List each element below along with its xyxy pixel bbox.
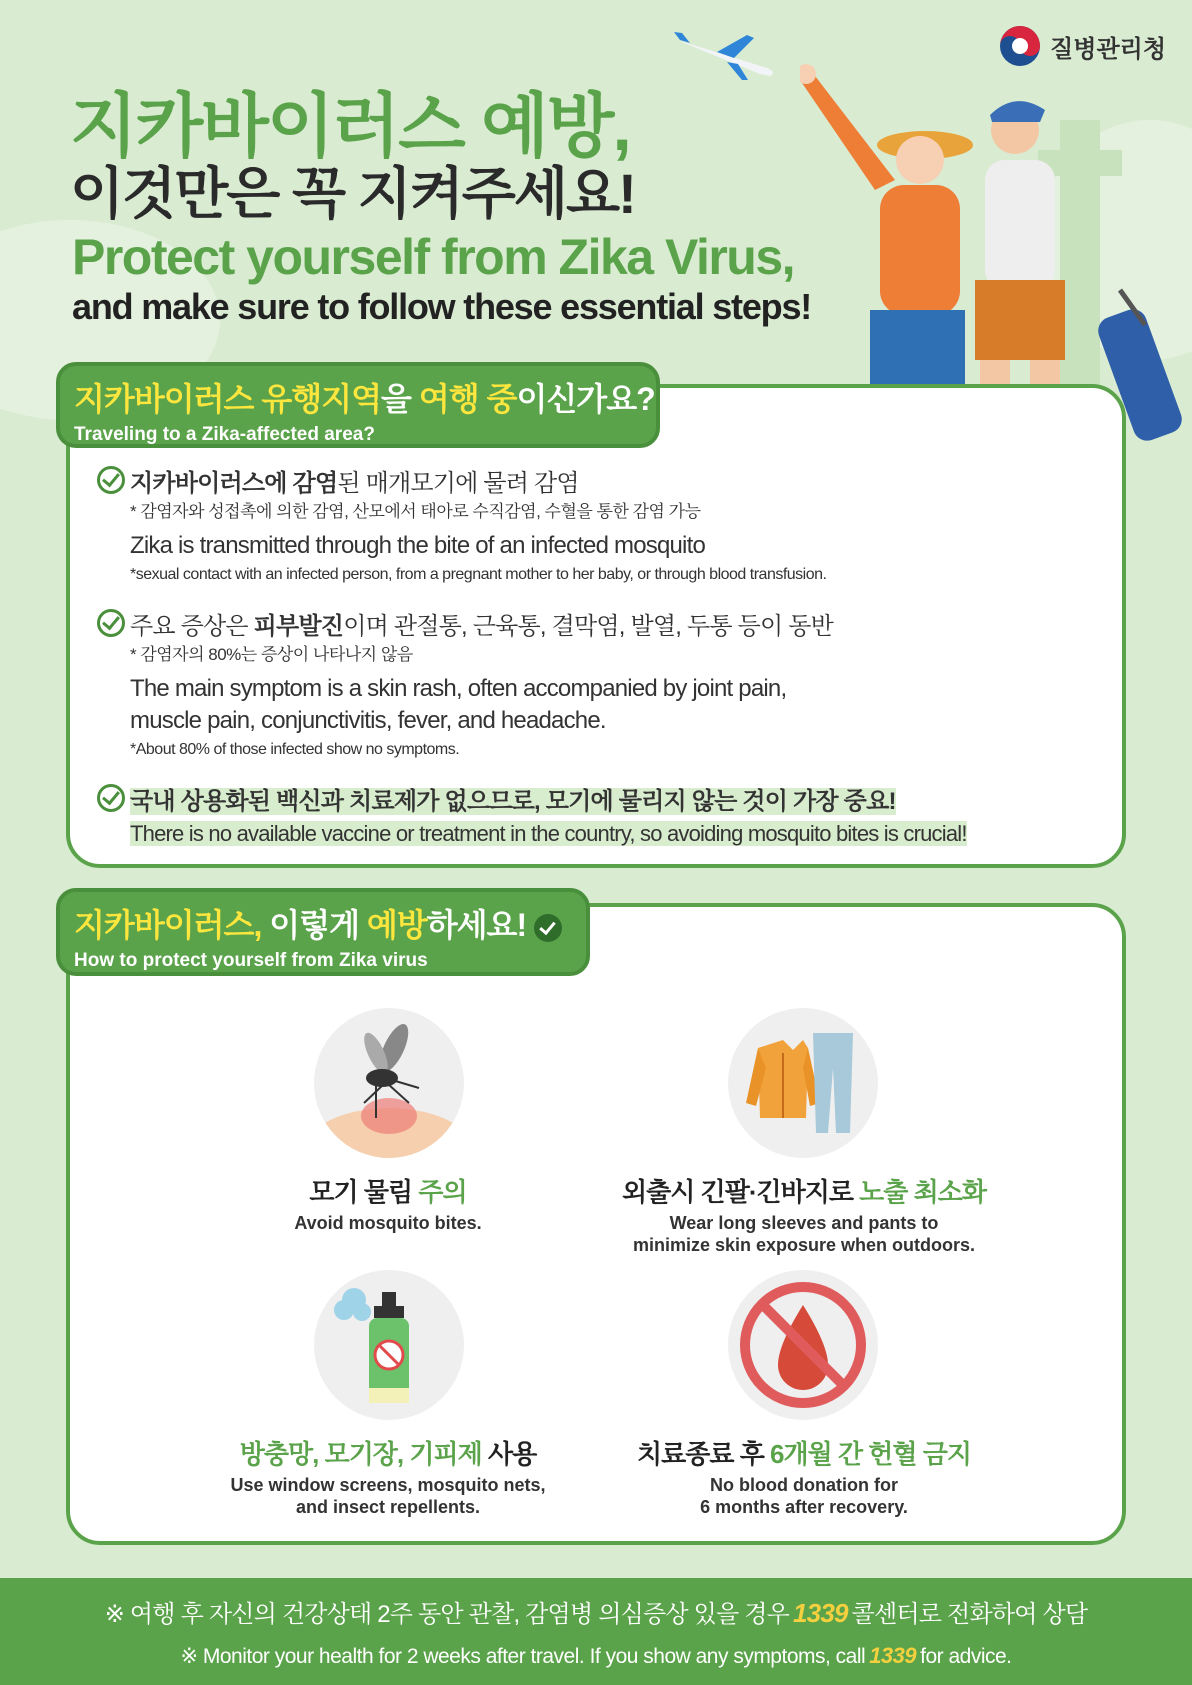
tip3-desc: Use window screens, mosquito nets, and insect repellents. xyxy=(230,1475,546,1517)
hotline-logo: 1339 xyxy=(869,1643,917,1668)
tip1-desc: Avoid mosquito bites. xyxy=(294,1213,482,1233)
no-blood-donation-icon xyxy=(728,1270,878,1420)
item1-kr-note: * 감염자와 성접촉에 의한 감염, 산모에서 태아로 수직감염, 수혈을 통한 감염 가능 xyxy=(130,502,701,521)
airplane-icon xyxy=(672,30,782,85)
item3-kr: 국내 상용화된 백신과 치료제가 없으므로, 모기에 물리지 않는 것이 가장 중요! xyxy=(130,788,896,815)
item2-en-line1: The main symptom is a skin rash, often accompanied by joint pain, xyxy=(130,675,787,702)
check-icon xyxy=(97,466,125,494)
agency-name: 질병관리청 xyxy=(1050,35,1166,63)
title-en-line2: and make sure to follow these essential steps! xyxy=(72,286,812,327)
hotline-logo: 1339 xyxy=(793,1598,848,1628)
tip2-desc: Wear long sleeves and pants to minimize skin exposure when outdoors. xyxy=(632,1213,976,1255)
item1-en-note: *sexual contact with an infected person, from a pregnant mother to her baby, or through blood transfusion. xyxy=(130,566,827,583)
section2-tab-subtitle: How to protect yourself from Zika virus xyxy=(74,950,428,971)
title-kr-line2: 이것만은 꼭 지켜주세요! xyxy=(70,162,635,225)
clothing-icon xyxy=(728,1008,878,1158)
item1-en: Zika is transmitted through the bite of an infected mosquito xyxy=(130,532,706,559)
mosquito-bite-icon xyxy=(314,1008,464,1158)
tip2-title: 외출시 긴팔·긴바지로 노출 최소화 xyxy=(622,1177,986,1207)
repellent-spray-icon xyxy=(314,1270,464,1420)
check-icon xyxy=(97,784,125,812)
footer-kr: ※ 여행 후 자신의 건강상태 2주 동안 관찰, 감염병 의심증상 있을 경우 1339 콜센터로 전화하여 상담 xyxy=(104,1598,1088,1628)
tip3-title: 방충망, 모기장, 기피제 사용 xyxy=(239,1439,537,1469)
tip4-title: 치료종료 후 6개월 간 헌혈 금지 xyxy=(637,1439,971,1469)
section1-tab-title: 지카바이러스 유행지역을 여행 중이신가요? xyxy=(74,381,655,417)
item2-kr-note: * 감염자의 80%는 증상이 나타나지 않음 xyxy=(130,645,413,664)
item2-en-line2: muscle pain, conjunctivitis, fever, and headache. xyxy=(130,707,606,734)
section2-tab xyxy=(56,888,590,976)
item3-en: There is no available vaccine or treatment in the country, so avoiding mosquito bites is crucial! xyxy=(130,821,967,846)
tip4-desc: No blood donation for 6 months after recovery. xyxy=(700,1475,908,1517)
title-en-line1: Protect yourself from Zika Virus, xyxy=(72,229,795,285)
item2-kr: 주요 증상은 피부발진이며 관절통, 근육통, 결막염, 발열, 두통 등이 동반 xyxy=(130,613,834,640)
item1-kr: 지카바이러스에 감염된 매개모기에 물려 감염 xyxy=(130,470,579,497)
check-circle-icon xyxy=(534,914,562,942)
tip1-title: 모기 물림 주의 xyxy=(309,1177,467,1207)
section1-tab xyxy=(56,362,660,448)
section1-tab-subtitle: Traveling to a Zika-affected area? xyxy=(74,424,375,445)
footer-en: ※ Monitor your health for 2 weeks after travel. If you show any symptoms, call 1339 for advice. xyxy=(180,1643,1012,1668)
title-kr-line1: 지카바이러스 예방, xyxy=(70,87,630,165)
check-icon xyxy=(97,609,125,637)
item2-en-note: *About 80% of those infected show no symptoms. xyxy=(130,741,460,758)
section2-tab-title: 지카바이러스, 이렇게 예방하세요! xyxy=(74,900,572,946)
footer-banner xyxy=(0,1578,1192,1685)
